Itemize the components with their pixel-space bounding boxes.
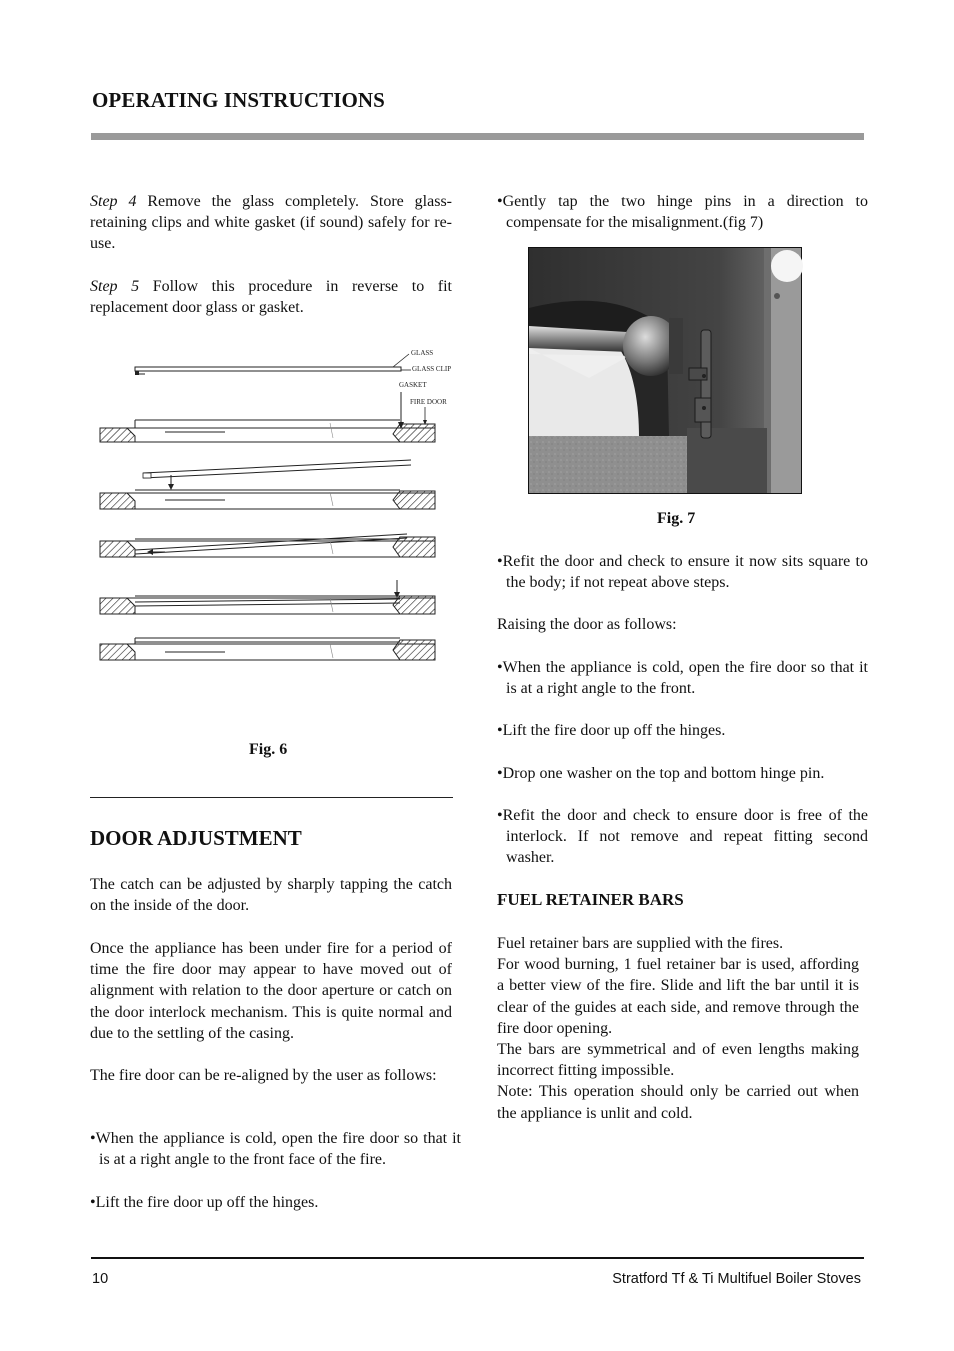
fuel-line-3: The bars are symmetrical and of even lengths making incorrect fitting impossible.: [497, 1041, 859, 1080]
fuel-retainer-body: [497, 933, 859, 1124]
step4-text: Remove the glass completely. Store glass-retaining clips and white gasket (if sound) safely for re-use.: [90, 193, 453, 253]
header-divider-bar: [91, 133, 864, 140]
page-number: 10: [92, 1271, 109, 1287]
label-fire-door: FIRE DOOR: [410, 398, 447, 406]
para-catch-adjust: The catch can be adjusted by sharply tapping the catch on the inside of the door.: [90, 876, 452, 915]
page-header-title: OPERATING INSTRUCTIONS: [92, 88, 385, 112]
bullet-refit-interlock: •Refit the door and check to ensure door is free of the interlock. If not remove and repeat fitting second washer.: [497, 807, 868, 867]
para-alignment: Once the appliance has been under fire for a period of time the fire door may appear to have moved out of alignment with relation to the door aperture or catch on the door interlock mechanism. This is quite normal and due to the settling of the casing.: [90, 940, 452, 1042]
footer-divider: [91, 1257, 864, 1259]
figure-6-caption: Fig. 6: [249, 741, 288, 758]
door-section-4: [100, 580, 435, 614]
figure-7-photo: [528, 247, 802, 494]
step4-paragraph: [90, 191, 452, 255]
door-adjustment-para-3: [90, 1065, 452, 1086]
bullet-lift-right: •Lift the fire door up off the hinges.: [497, 722, 726, 739]
bullet-lift-left: •Lift the fire door up off the hinges.: [90, 1194, 319, 1211]
bullet-refit-square: •Refit the door and check to ensure it now sits square to the body; if not repeat above steps.: [497, 553, 868, 592]
step5-paragraph: [90, 276, 452, 318]
fuel-line-1: Fuel retainer bars are supplied with the fires.: [497, 935, 784, 952]
step5-label: Step 5: [90, 278, 140, 295]
label-glass: GLASS: [411, 349, 434, 357]
para-realign: The fire door can be re-aligned by the user as follows:: [90, 1067, 437, 1084]
door-section-2: [100, 460, 435, 509]
figure-6-diagram: [95, 340, 452, 670]
door-adjustment-heading: DOOR ADJUSTMENT: [90, 826, 302, 850]
raising-door-intro: [497, 614, 859, 635]
door-section-3: [100, 534, 435, 557]
door-adjustment-para-2: [90, 938, 452, 1044]
door-adjustment-para-1: [90, 874, 452, 916]
bullet-cold-open-left: •When the appliance is cold, open the fire door so that it is at a right angle to the front face of the fire.: [90, 1130, 461, 1169]
door-section-5: [100, 638, 435, 660]
bullet-cold-open-right: •When the appliance is cold, open the fire door so that it is at a right angle to the front.: [497, 659, 868, 698]
label-gasket: GASKET: [399, 381, 427, 389]
section-divider: [90, 797, 453, 798]
footer-doc-title: Stratford Tf & Ti Multifuel Boiler Stoves: [612, 1271, 861, 1287]
raising-intro-text: Raising the door as follows:: [497, 616, 677, 633]
bullet-tap-hinge: •Gently tap the two hinge pins in a direction to compensate for the misalignment.(fig 7): [497, 193, 868, 232]
step4-label: Step 4: [90, 193, 137, 210]
door-section-1: [100, 420, 435, 442]
bullet-washer: •Drop one washer on the top and bottom hinge pin.: [497, 765, 825, 782]
label-glass-clip: GLASS CLIP: [412, 365, 452, 373]
fuel-retainer-heading: FUEL RETAINER BARS: [497, 890, 684, 909]
figure-7-caption: Fig. 7: [657, 510, 696, 527]
fuel-line-4: Note: This operation should only be carried out when the appliance is unlit and cold.: [497, 1083, 859, 1122]
step5-text: Follow this procedure in reverse to fit replacement door glass or gasket.: [90, 278, 453, 317]
fuel-line-2: For wood burning, 1 fuel retainer bar is used, affording a better view of the fire. Slide and lift the bar until it is clear of the guides at each side, and remove through the fire door opening.: [497, 956, 859, 1037]
